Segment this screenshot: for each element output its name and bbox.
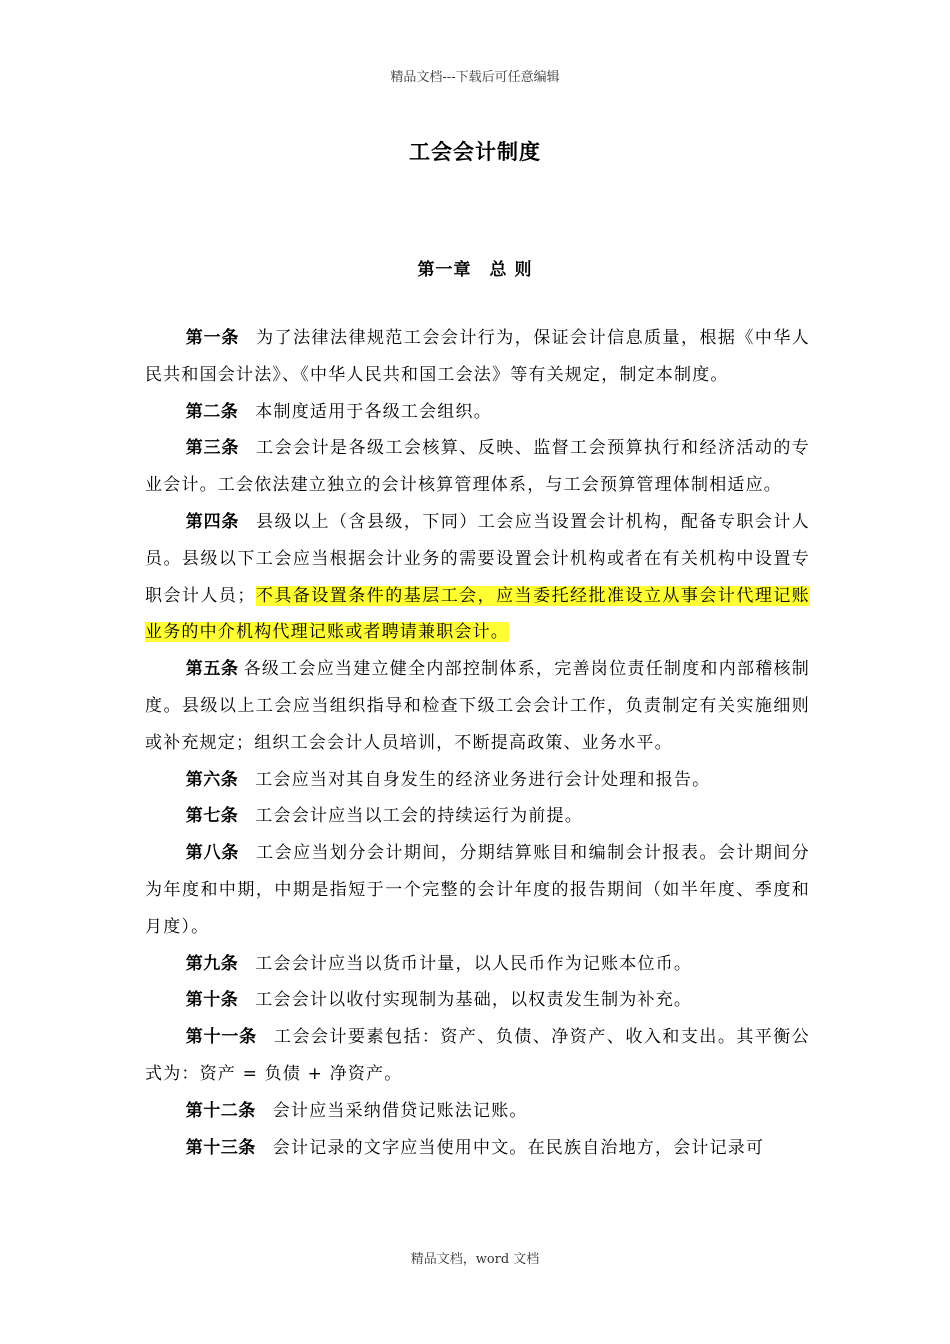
article-text: 工会会计应当以货币计量，以人民币作为记账本位币。 bbox=[255, 953, 693, 974]
article-11 bbox=[145, 1019, 810, 1093]
article-text: 本制度适用于各级工会组织。 bbox=[255, 401, 492, 422]
article-label: 第六条 bbox=[185, 769, 239, 790]
article-label: 第九条 bbox=[185, 953, 239, 974]
article-label: 第一条 bbox=[185, 328, 240, 348]
highlighted-text: 不具备设置条件的基层工会，应当委托经批准设立从事会计代理记账业务的中介机构代理记账或者聘请兼职会计。 bbox=[145, 585, 811, 643]
article-text: 会计记录的文字应当使用中文。在民族自治地方，会计记录可 bbox=[272, 1137, 765, 1158]
page-header: 精品文档---下载后可任意编辑 bbox=[390, 70, 560, 85]
article-6 bbox=[145, 762, 810, 799]
article-text: 为了法律法律规范工会会计行为，保证会计信息质量，根据《中华人民共和国会计法》、《中华人民共和国工会法》等有关规定，制定本制度。 bbox=[145, 328, 811, 385]
article-12 bbox=[145, 1093, 810, 1130]
article-label: 第四条 bbox=[185, 511, 240, 532]
article-text: 工会会计应当以工会的持续运行为前提。 bbox=[255, 806, 583, 827]
article-9 bbox=[145, 946, 810, 983]
article-1 bbox=[145, 320, 810, 394]
article-label: 第二条 bbox=[185, 401, 239, 422]
article-3 bbox=[145, 430, 810, 504]
article-7 bbox=[145, 798, 810, 835]
article-8 bbox=[145, 835, 810, 945]
article-text: 工会应当划分会计期间，分期结算账目和编制会计报表。会计期间分为年度和中期，中期是指短于一个完整的会计年度的报告期间（如半年度、季度和月度）。 bbox=[145, 843, 811, 937]
article-label: 第十一条 bbox=[185, 1027, 257, 1048]
article-2 bbox=[145, 394, 810, 431]
article-text: 会计应当采纳借贷记账法记账。 bbox=[272, 1100, 528, 1121]
article-label: 第三条 bbox=[185, 438, 240, 459]
article-text: 县级以上（含县级，下同）工会应当设置会计机构，配备专职会计人员。县级以下工会应当根据会计业务的需要设置会计机构或者在有关机构中设置专职会计人员； bbox=[145, 511, 811, 606]
page-footer: 精品文档，word 文档 bbox=[410, 1252, 540, 1267]
article-label: 第五条 bbox=[185, 659, 239, 680]
article-list bbox=[145, 320, 810, 1166]
article-13 bbox=[145, 1130, 810, 1167]
article-label: 第八条 bbox=[185, 843, 240, 864]
article-4 bbox=[145, 504, 810, 651]
chapter-heading: 第一章 总 则 bbox=[417, 260, 533, 280]
article-10 bbox=[145, 982, 810, 1019]
document-title: 工会会计制度 bbox=[409, 140, 541, 164]
article-label: 第十三条 bbox=[185, 1137, 256, 1158]
article-text: 工会会计是各级工会核算、反映、监督工会预算执行和经济活动的专业会计。工会依法建立独立的会计核算管理体系，与工会预算管理体制相适应。 bbox=[145, 438, 811, 496]
article-text: 工会会计以收付实现制为基础，以权责发生制为补充。 bbox=[255, 990, 693, 1011]
article-label: 第十二条 bbox=[185, 1100, 256, 1121]
article-5 bbox=[145, 651, 810, 761]
article-label: 第七条 bbox=[185, 806, 239, 827]
article-text: 各级工会应当建立健全内部控制体系，完善岗位责任制度和内部稽核制度。县级以上工会应当组织指导和检查下级工会会计工作，负责制定有关实施细则或补充规定；组织工会会计人员培训，不断提高政策、业务水平。 bbox=[145, 659, 810, 753]
article-label: 第十条 bbox=[185, 990, 239, 1011]
article-text: 工会应当对其自身发生的经济业务进行会计处理和报告。 bbox=[255, 769, 711, 790]
article-text: 工会会计要素包括：资产、负债、净资产、收入和支出。其平衡公式为：资产 = 负债 + 净资产。 bbox=[145, 1027, 810, 1084]
